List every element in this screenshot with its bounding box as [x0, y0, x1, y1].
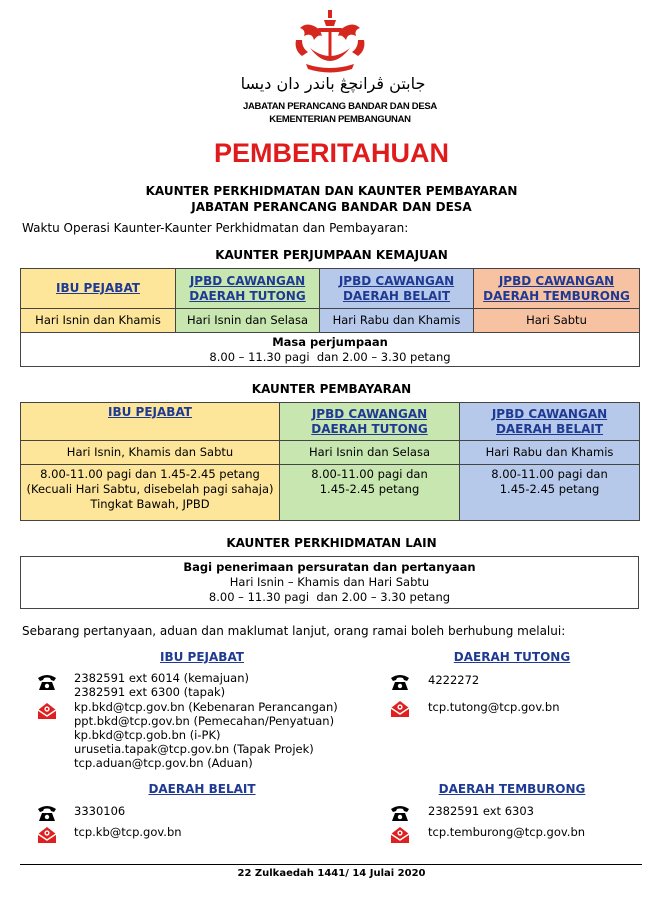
contact-intro: Sebarang pertanyaan, aduan dan maklumat lanjut, orang ramai boleh berhubung melalui: [22, 624, 566, 638]
kemajuan-masa-label: Masa perjumpaan [272, 334, 388, 349]
email-icon [37, 826, 57, 844]
kemajuan-link-belait[interactable]: JPBD CAWANGAN DAERAH BELAIT [338, 273, 455, 303]
ibu-email-1[interactable]: kp.bkd@tcp.gov.bn (Kebenaran Perancangan) [74, 700, 338, 714]
telephone-icon [37, 804, 57, 822]
kemajuan-header-ibu [21, 269, 176, 309]
kemajuan-table [20, 268, 640, 367]
national-crest-icon [290, 6, 370, 76]
kemajuan-days-ibu: Hari Isnin dan Khamis [21, 309, 176, 333]
pembayaran-days-tutong: Hari Isnin dan Selasa [280, 441, 460, 465]
page-title: PEMBERITAHUAN [214, 138, 449, 168]
pembayaran-header-ibu [21, 403, 280, 441]
temburong-email[interactable]: tcp.temburong@tcp.gov.bn [428, 825, 586, 839]
kemajuan-header-tutong [176, 269, 320, 309]
lain-days: Hari Isnin – Khamis dan Hari Sabtu [229, 575, 430, 589]
lain-label: Bagi penerimaan persuratan dan pertanyaan [183, 560, 476, 574]
tutong-email[interactable]: tcp.tutong@tcp.gov.bn [428, 700, 560, 714]
temburong-phone: 2382591 ext 6303 [428, 804, 534, 818]
lain-table [20, 556, 639, 609]
kemajuan-days-belait: Hari Rabu dan Khamis [320, 309, 474, 333]
pembayaran-header-belait [460, 403, 640, 441]
pembayaran-times-ibu-line-1: 8.00-11.00 pagi dan 1.45-2.45 petang [40, 467, 260, 481]
kemajuan-link-temburong[interactable]: JPBD CAWANGAN DAERAH TEMBURONG [483, 273, 630, 303]
ibu-email-5[interactable]: tcp.aduan@tcp.gov.bn (Aduan) [74, 756, 253, 770]
subtitle-line-1: KAUNTER PERKHIDMATAN DAN KAUNTER PEMBAYARAN [145, 184, 518, 198]
tutong-phone: 4222272 [428, 673, 480, 687]
pembayaran-times-tutong-line-1: 8.00-11.00 pagi dan [311, 467, 428, 481]
pembayaran-title: KAUNTER PEMBAYARAN [251, 382, 412, 396]
kemajuan-title: KAUNTER PERJUMPAAN KEMAJUAN [215, 248, 448, 262]
pembayaran-times-belait [460, 465, 640, 521]
email-icon [390, 700, 410, 718]
belait-phone: 3330106 [74, 804, 126, 818]
kemajuan-days-tutong: Hari Isnin dan Selasa [176, 309, 320, 333]
telephone-icon [390, 804, 410, 822]
footer-date: 22 Zulkaedah 1441/ 14 Julai 2020 [237, 868, 426, 879]
pembayaran-times-ibu-line-3: Tingkat Bawah, JPBD [90, 497, 210, 511]
kemajuan-masa [21, 333, 640, 367]
pembayaran-days-ibu: Hari Isnin, Khamis dan Sabtu [21, 441, 280, 465]
ibu-email-3[interactable]: kp.bkd@tcp.gob.bn (i-PK) [74, 728, 221, 742]
telephone-icon [37, 673, 57, 691]
kemajuan-days-temburong: Hari Sabtu [474, 309, 640, 333]
lain-time: 8.00 – 11.30 pagi dan 2.00 – 3.30 petang [208, 590, 451, 604]
pembayaran-times-belait-line-1: 8.00-11.00 pagi dan [491, 467, 608, 481]
email-icon [37, 702, 57, 720]
subtitle-line-2: JABATAN PERANCANG BANDAR DAN DESA [191, 200, 472, 214]
telephone-icon [390, 673, 410, 691]
ibu-email-2[interactable]: ppt.bkd@tcp.gov.bn (Pemecahan/Penyatuan) [74, 714, 335, 728]
kemajuan-masa-value: 8.00 – 11.30 pagi dan 2.00 – 3.30 petang [209, 349, 451, 364]
belait-email[interactable]: tcp.kb@tcp.gov.bn [74, 825, 182, 839]
ibu-phone-2: 2382591 ext 6300 (tapak) [74, 685, 226, 699]
pembayaran-times-tutong-line-2: 1.45-2.45 petang [319, 482, 420, 496]
kemajuan-link-tutong[interactable]: JPBD CAWANGAN DAERAH TUTONG [189, 273, 306, 303]
email-icon [390, 826, 410, 844]
lain-title: KAUNTER PERKHIDMATAN LAIN [226, 536, 437, 550]
ministry-name: KEMENTERIAN PEMBANGUNAN [269, 114, 411, 125]
contact-heading-ibu[interactable]: IBU PEJABAT [160, 650, 244, 664]
pembayaran-times-ibu-line-2: (Kecuali Hari Sabtu, disebelah pagi sahaja) [26, 482, 274, 496]
kemajuan-header-temburong [474, 269, 640, 309]
contact-heading-tutong[interactable]: DAERAH TUTONG [453, 650, 571, 664]
pembayaran-link-tutong[interactable]: JPBD CAWANGAN DAERAH TUTONG [311, 406, 428, 436]
ibu-phone-1: 2382591 ext 6014 (kemajuan) [74, 671, 250, 685]
kemajuan-link-ibu[interactable]: IBU PEJABAT [56, 281, 140, 295]
pembayaran-times-belait-line-2: 1.45-2.45 petang [499, 482, 600, 496]
pembayaran-table [20, 402, 640, 521]
org-name: JABATAN PERANCANG BANDAR DAN DESA [242, 101, 437, 112]
contact-heading-temburong[interactable]: DAERAH TEMBURONG [438, 782, 586, 796]
pembayaran-header-tutong [280, 403, 460, 441]
pembayaran-times-ibu [21, 465, 280, 521]
kemajuan-header-belait [320, 269, 474, 309]
pembayaran-link-ibu[interactable]: IBU PEJABAT [108, 405, 192, 419]
footer-divider [20, 864, 642, 865]
jawi-department-name: جابتن ڤرانچڠ باندر دان ديسا [240, 74, 426, 93]
pembayaran-times-tutong [280, 465, 460, 521]
lain-cell [21, 557, 639, 609]
pembayaran-days-belait: Hari Rabu dan Khamis [460, 441, 640, 465]
contact-heading-belait[interactable]: DAERAH BELAIT [148, 782, 256, 796]
intro-text: Waktu Operasi Kaunter-Kaunter Perkhidmatan dan Pembayaran: [22, 221, 409, 235]
ibu-email-4[interactable]: urusetia.tapak@tcp.gov.bn (Tapak Projek) [74, 742, 314, 756]
pembayaran-link-belait[interactable]: JPBD CAWANGAN DAERAH BELAIT [491, 406, 608, 436]
